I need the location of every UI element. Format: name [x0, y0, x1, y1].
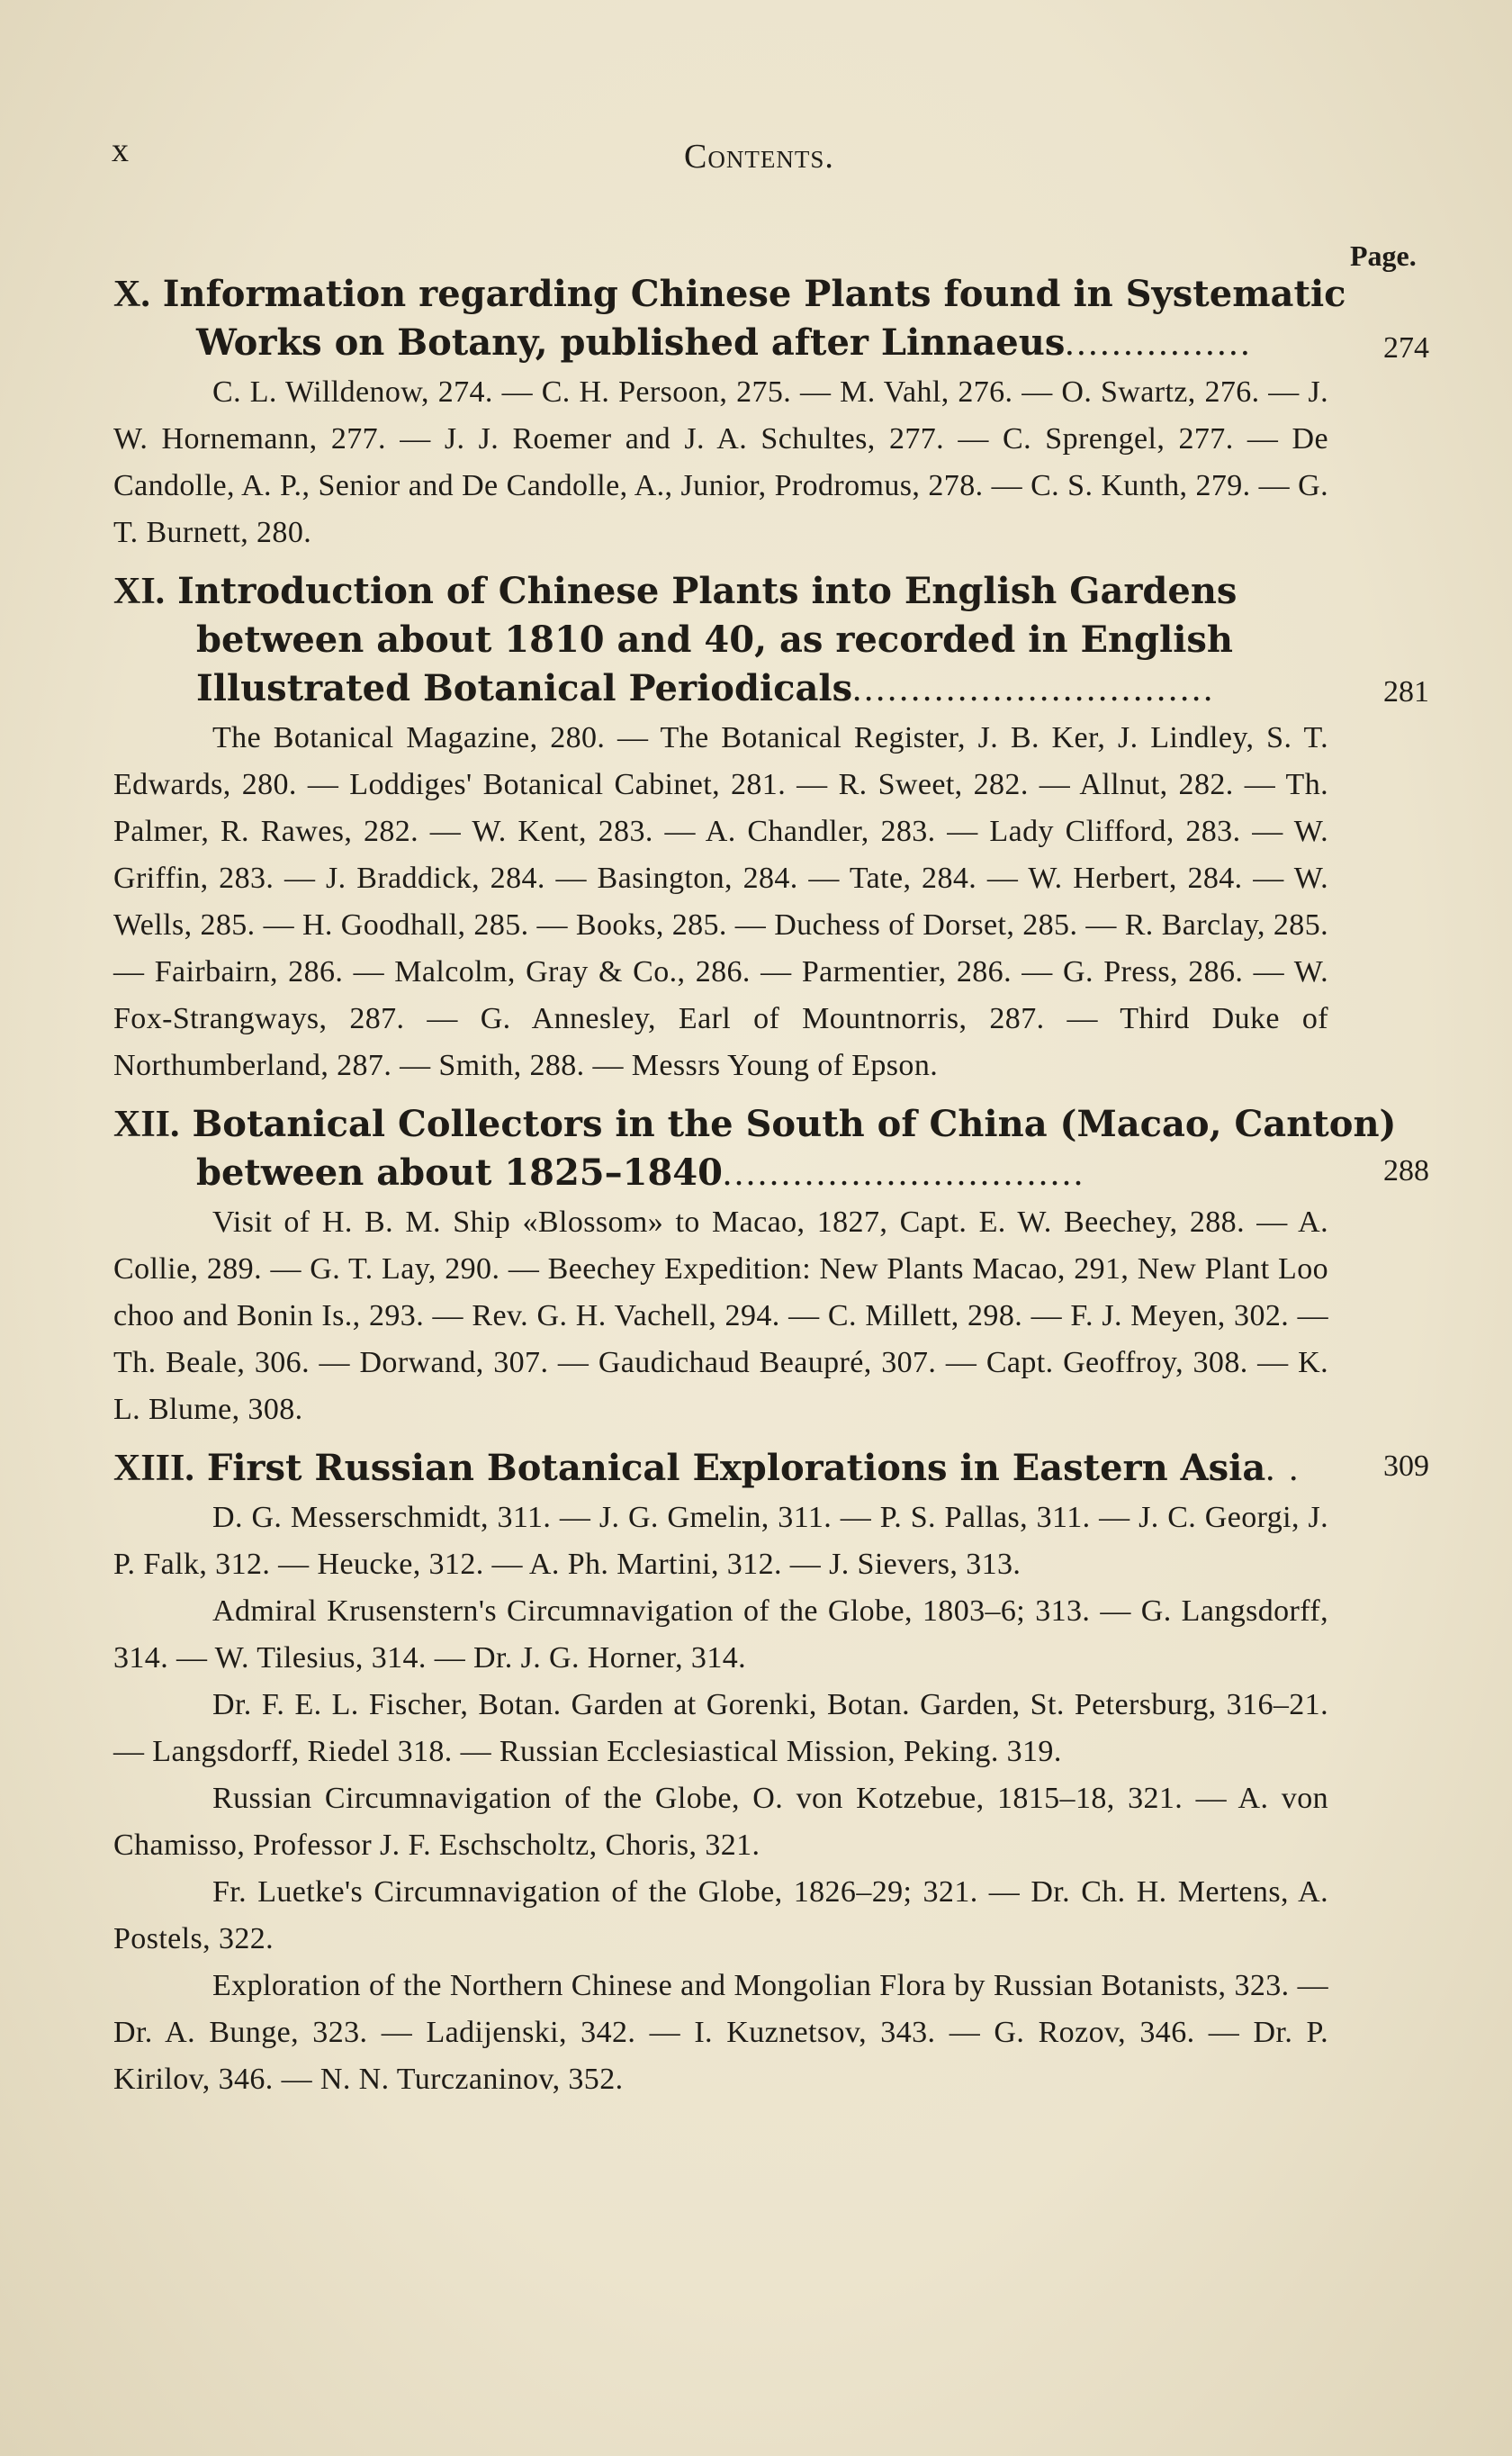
dot-leader: . .	[1265, 1448, 1301, 1488]
entry-paragraph: Admiral Krusenstern's Circumnavigation of the Globe, 1803–6; 313. — G. Langsdorff, 314. — W. Tilesius, 314. — Dr. J. G. Horner, 314.	[113, 1594, 1328, 1675]
page-column-label: Page.	[1350, 239, 1417, 272]
dot-leader: ................	[1065, 322, 1253, 363]
entry-numeral: X.	[113, 274, 150, 315]
entry-title: Introduction of Chinese Plants into English Gardens between about 1810 and 40, as recorded in English Illustrated Botanical Periodicals	[177, 570, 1238, 709]
contents-entry-x	[113, 270, 1429, 556]
entry-page-number: 281	[1383, 675, 1429, 709]
entry-paragraph: Dr. F. E. L. Fischer, Botan. Garden at Gorenki, Botan. Garden, St. Petersburg, 316–21. — Langsdorff, Riedel 318. — Russian Ecclesiastical Mission, Peking. 319.	[113, 1688, 1328, 1768]
dot-leader: ...............................	[852, 668, 1216, 709]
entry-paragraph: Visit of H. B. M. Ship «Blossom» to Macao, 1827, Capt. E. W. Beechey, 288. — A. Collie, 289. — G. T. Lay, 290. — Beechey Expedition: New Plants Macao, 291, New Plant Loo choo and Bonin Is., 293. — Rev. G. H. Vachell, 294. — C. Millett, 298. — F. J. Meyen, 302. — Th. Beale, 306. — Dorwand, 307. — Gaudichaud Beaupré, 307. — Capt. Geoffroy, 308. — K. L. Blume, 308.	[113, 1205, 1328, 1426]
entry-description	[113, 715, 1328, 1089]
entry-paragraph: The Botanical Magazine, 280. — The Botanical Register, J. B. Ker, J. Lindley, S. T. Edwards, 280. — Loddiges' Botanical Cabinet, 281. — R. Sweet, 282. — Allnut, 282. — Th. Palmer, R. Rawes, 282. — W. Kent, 283. — A. Chandler, 283. — Lady Clifford, 283. — W. Griffin, 283. — J. Braddick, 284. — Basington, 284. — Tate, 284. — W. Herbert, 284. — W. Wells, 285. — H. Goodhall, 285. — Books, 285. — Duchess of Dorset, 285. — R. Barclay, 285. — Fairbairn, 286. — Malcolm, Gray & Co., 286. — Parmentier, 286. — G. Press, 286. — W. Fox-Strangways, 287. — G. Annesley, Earl of Mountnorris, 287. — Third Duke of Northumberland, 287. — Smith, 288. — Messrs Young of Epson.	[113, 721, 1328, 1082]
entry-title: First Russian Botanical Explorations in Eastern Asia	[206, 1447, 1266, 1489]
entry-paragraph: C. L. Willdenow, 274. — C. H. Persoon, 275. — M. Vahl, 276. — O. Swartz, 276. — J. W. Hornemann, 277. — J. J. Roemer and J. A. Schultes, 277. — C. Sprengel, 277. — De Candolle, A. P., Senior and De Candolle, A., Junior, Prodromus, 278. — C. S. Kunth, 279. — G. T. Burnett, 280.	[113, 375, 1328, 549]
entry-paragraph: D. G. Messerschmidt, 311. — J. G. Gmelin, 311. — P. S. Pallas, 311. — J. C. Georgi, J. P. Falk, 312. — Heucke, 312. — A. Ph. Martini, 312. — J. Sievers, 313.	[113, 1501, 1328, 1581]
entry-heading	[113, 1444, 1411, 1493]
entry-paragraph: Exploration of the Northern Chinese and Mongolian Flora by Russian Botanists, 323. — Dr. A. Bunge, 323. — Ladijenski, 342. — I. Kuznetsov, 343. — G. Rozov, 346. — Dr. P. Kirilov, 346. — N. N. Turczaninov, 352.	[113, 1969, 1328, 2096]
entry-page-number: 274	[1383, 331, 1429, 365]
entry-title: Botanical Collectors in the South of China (Macao, Canton) between about 1825–1840	[192, 1103, 1397, 1194]
contents-list	[113, 270, 1429, 2114]
page-numeral: x	[112, 131, 130, 169]
contents-entry-xii	[113, 1100, 1429, 1433]
entry-page-number: 288	[1383, 1154, 1429, 1187]
entry-paragraph: Russian Circumnavigation of the Globe, O. von Kotzebue, 1815–18, 321. — A. von Chamisso, Professor J. F. Eschscholtz, Choris, 321.	[113, 1782, 1328, 1862]
entry-title: Information regarding Chinese Plants found in Systematic Works on Botany, published after Linnaeus	[162, 273, 1346, 364]
entry-heading	[113, 567, 1411, 713]
entry-heading	[113, 270, 1411, 367]
entry-numeral: XIII.	[113, 1448, 194, 1489]
entry-description	[113, 369, 1328, 556]
contents-entry-xi	[113, 567, 1429, 1089]
running-head: Contents.	[684, 138, 834, 176]
entry-numeral: XI.	[113, 571, 166, 612]
entry-description	[113, 1494, 1328, 2103]
entry-paragraph: Fr. Luetke's Circumnavigation of the Globe, 1826–29; 321. — Dr. Ch. H. Mertens, A. Postels, 322.	[113, 1875, 1328, 1955]
entry-description	[113, 1199, 1328, 1433]
entry-page-number: 309	[1383, 1449, 1429, 1483]
entry-numeral: XII.	[113, 1104, 180, 1145]
contents-entry-xiii	[113, 1444, 1429, 2103]
dot-leader: ...............................	[722, 1152, 1085, 1193]
entry-heading	[113, 1100, 1411, 1197]
